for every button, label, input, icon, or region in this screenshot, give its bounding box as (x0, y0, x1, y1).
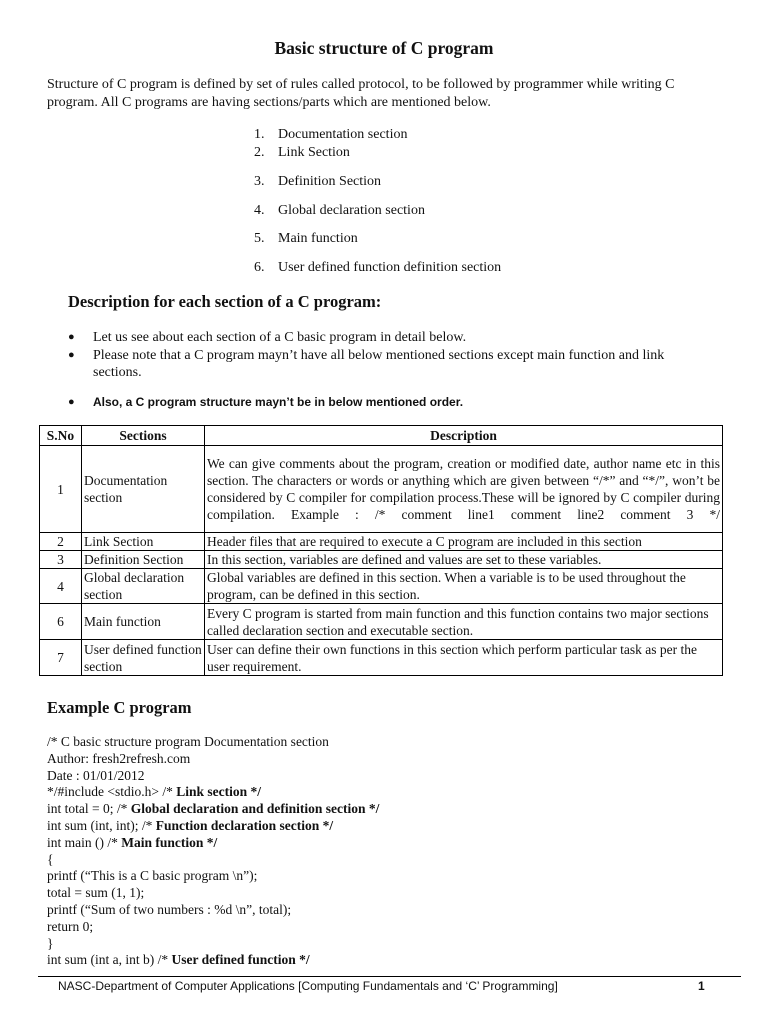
code-line: total = sum (1, 1); (47, 885, 145, 901)
cell-description: Header files that are required to execute a C program are included in this section (205, 533, 723, 551)
list-number: 1. (254, 127, 265, 142)
list-number: 2. (254, 145, 265, 160)
table-row (40, 446, 723, 533)
list-item (254, 126, 407, 143)
list-number: 6. (254, 260, 265, 275)
page-title: Basic structure of C program (274, 38, 494, 58)
table-row (40, 569, 723, 604)
example-heading: Example C program (47, 698, 192, 717)
cell-sno: 2 (40, 533, 82, 551)
bullet-text: Also, a C program structure mayn’t be in below mentioned order. (93, 395, 464, 409)
list-item (254, 144, 350, 161)
cell-sno: 1 (40, 446, 82, 533)
cell-section: Definition Section (82, 551, 205, 569)
cell-description: We can give comments about the program, creation or modified date, author name etc in this section. The characters or words or anything which are given between “/*” and “*/”, won’t be considered by C compiler for compilation process.These will be ignored by C compiler during compilation. Example : /* comment line1 comment line2 comment 3 */ (205, 446, 723, 533)
code-comment-bold: Main function */ (121, 834, 218, 850)
page-number: 1 (698, 979, 705, 993)
table-row (40, 533, 723, 551)
list-number: 3. (254, 174, 265, 189)
bullet-text: Let us see about each section of a C basic program in detail below. (93, 330, 467, 345)
bullet-dot-icon: ● (68, 396, 75, 408)
list-label: Documentation section (278, 127, 408, 142)
column-header-description: Description (205, 426, 723, 446)
list-item (254, 230, 358, 247)
cell-section: Documentation section (82, 446, 205, 533)
cell-description: Global variables are defined in this section. When a variable is to be used throughout the program, can be defined in this section. (205, 569, 723, 604)
code-line: int total = 0; /* (47, 801, 131, 817)
cell-description: In this section, variables are defined and values are set to these variables. (205, 551, 723, 569)
list-label: Global declaration section (278, 203, 425, 218)
code-line: int sum (int a, int b) /* (47, 952, 172, 968)
list-item (254, 202, 425, 219)
code-comment-bold: User defined function */ (171, 952, 310, 968)
code-comment-bold: Global declaration and definition section */ (130, 801, 380, 817)
code-line: Author: fresh2refresh.com (47, 750, 191, 766)
code-line: int sum (int, int); /* (47, 817, 156, 833)
sections-table (39, 425, 723, 676)
code-line: int main () /* (47, 834, 122, 850)
cell-section: User defined function section (82, 640, 205, 676)
code-example (47, 734, 379, 969)
list-label: Definition Section (278, 174, 382, 189)
code-line: { (47, 851, 54, 867)
table-row (40, 640, 723, 676)
list-label: User defined function definition section (278, 260, 502, 275)
bullet-dot-icon: ● (68, 331, 75, 343)
list-number: 5. (254, 231, 265, 246)
cell-description: User can define their own functions in this section which perform particular task as per the user requirement. (205, 640, 723, 676)
code-line: } (47, 935, 54, 951)
list-number: 4. (254, 203, 265, 218)
list-label: Link Section (278, 145, 350, 160)
code-comment-bold: Link section */ (176, 784, 261, 800)
table-header-row (40, 426, 723, 446)
list-label: Main function (278, 231, 358, 246)
code-line: printf (“Sum of two numbers : %d \n”, total); (47, 901, 292, 917)
code-line: /* C basic structure program Documentation section (47, 734, 329, 749)
cell-description: Every C program is started from main function and this function contains two major sections called declaration section and executable section. (205, 604, 723, 640)
cell-section: Main function (82, 604, 205, 640)
cell-sno: 7 (40, 640, 82, 676)
list-item (254, 173, 381, 190)
footer-text: NASC-Department of Computer Applications [Computing Fundamentals and ‘C’ Programming] (58, 979, 558, 993)
code-line: */#include <stdio.h> /* (47, 784, 177, 800)
cell-section: Link Section (82, 533, 205, 551)
cell-sno: 4 (40, 569, 82, 604)
table-row (40, 551, 723, 569)
footer-divider (38, 976, 741, 977)
code-line: Date : 01/01/2012 (47, 767, 145, 783)
code-line: printf (“This is a C basic program \n”); (47, 868, 258, 884)
column-header-sections: Sections (82, 426, 205, 446)
bullet-dot-icon: ● (68, 349, 75, 361)
table-row (40, 604, 723, 640)
list-item (254, 259, 501, 276)
intro-paragraph: Structure of C program is defined by set of rules called protocol, to be followed by programmer while writing C program. All C programs are having sections/parts which are mentioned below. (47, 77, 675, 110)
cell-section: Global declaration section (82, 569, 205, 604)
code-comment-bold: Function declaration section */ (155, 817, 334, 833)
code-line: return 0; (47, 918, 94, 934)
cell-sno: 6 (40, 604, 82, 640)
cell-sno: 3 (40, 551, 82, 569)
column-header-sno: S.No (40, 426, 82, 446)
description-heading: Description for each section of a C program: (68, 292, 382, 311)
bullet-text: Please note that a C program mayn’t have all below mentioned sections except main function and link sections. (93, 348, 665, 380)
